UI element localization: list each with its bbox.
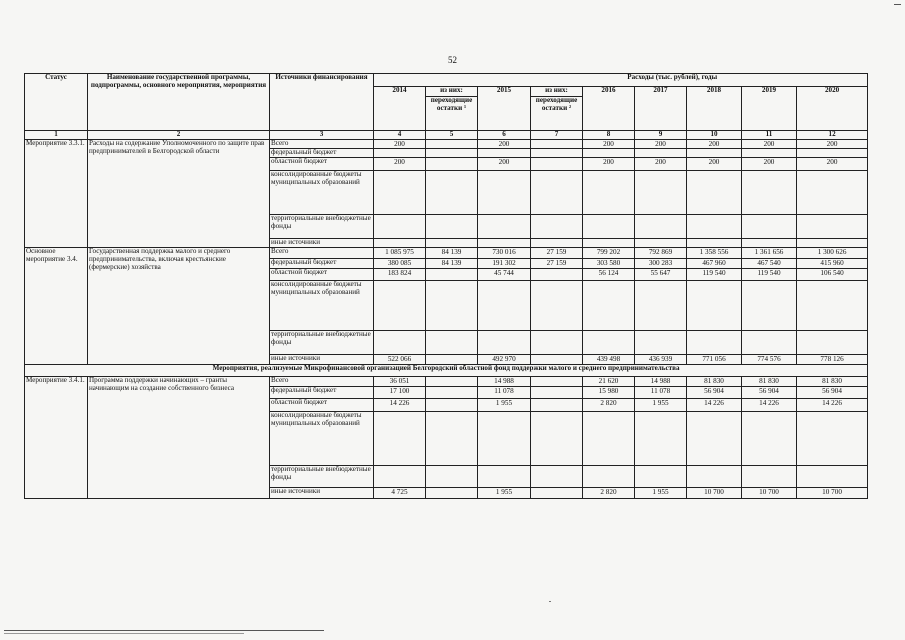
funding-source: иные источники <box>270 488 374 499</box>
section-title: Мероприятия, реализуемые Микрофинансовой организацией Белгородский областной фонд поддержки малого и среднего предпринимательства <box>25 365 868 377</box>
amount-cell <box>635 239 687 248</box>
amount-cell <box>478 466 531 488</box>
header-status: Статус <box>25 74 88 131</box>
amount-cell: 36 051 <box>374 377 426 387</box>
amount-cell <box>478 412 531 466</box>
header-year-2020: 2020 <box>797 87 868 131</box>
header-carryover-2: переходящие остатки ² <box>531 97 583 131</box>
amount-cell <box>426 239 478 248</box>
scan-edge-line <box>4 633 244 634</box>
amount-cell <box>742 281 797 331</box>
amount-cell: 200 <box>583 140 635 149</box>
amount-cell: 200 <box>742 158 797 171</box>
amount-cell <box>374 149 426 158</box>
amount-cell: 200 <box>687 140 742 149</box>
amount-cell: 10 700 <box>797 488 868 499</box>
amount-cell: 799 202 <box>583 248 635 259</box>
amount-cell: 81 830 <box>687 377 742 387</box>
header-year-2014: 2014 <box>374 87 426 131</box>
budget-block <box>25 140 868 248</box>
funding-source: областной бюджет <box>270 158 374 171</box>
amount-cell <box>531 239 583 248</box>
amount-cell: 2 820 <box>583 399 635 412</box>
amount-cell <box>797 466 868 488</box>
table-row <box>25 377 868 387</box>
amount-cell: 1 955 <box>478 399 531 412</box>
amount-cell: 467 960 <box>687 259 742 269</box>
amount-cell <box>374 281 426 331</box>
funding-source: Всего <box>270 377 374 387</box>
amount-cell <box>426 488 478 499</box>
amount-cell <box>426 387 478 399</box>
amount-cell <box>635 149 687 158</box>
header-sources: Источники финансирования <box>270 74 374 131</box>
table-header <box>25 74 868 140</box>
amount-cell: 200 <box>797 140 868 149</box>
amount-cell: 467 540 <box>742 259 797 269</box>
amount-cell <box>374 171 426 215</box>
funding-source: федеральный бюджет <box>270 387 374 399</box>
amount-cell: 56 904 <box>797 387 868 399</box>
funding-source: территориальные внебюджетные фонды <box>270 466 374 488</box>
amount-cell: 300 283 <box>635 259 687 269</box>
amount-cell <box>742 239 797 248</box>
amount-cell: 27 159 <box>531 248 583 259</box>
amount-cell: 56 904 <box>742 387 797 399</box>
table-row <box>25 140 868 149</box>
amount-cell <box>531 399 583 412</box>
page-number: 52 <box>448 55 457 65</box>
amount-cell: 1 955 <box>635 488 687 499</box>
amount-cell <box>583 239 635 248</box>
amount-cell <box>583 466 635 488</box>
amount-cell <box>531 377 583 387</box>
amount-cell: 55 647 <box>635 269 687 281</box>
amount-cell <box>531 331 583 355</box>
amount-cell: 200 <box>742 140 797 149</box>
amount-cell: 84 139 <box>426 248 478 259</box>
amount-cell: 730 016 <box>478 248 531 259</box>
amount-cell <box>374 239 426 248</box>
amount-cell: 436 939 <box>635 355 687 365</box>
amount-cell <box>583 149 635 158</box>
scan-speck <box>549 601 551 602</box>
funding-source: иные источники <box>270 239 374 248</box>
amount-cell <box>797 171 868 215</box>
amount-cell <box>374 466 426 488</box>
amount-cell: 84 139 <box>426 259 478 269</box>
amount-cell <box>635 466 687 488</box>
amount-cell <box>797 239 868 248</box>
amount-cell: 792 869 <box>635 248 687 259</box>
amount-cell: 200 <box>478 140 531 149</box>
amount-cell: 191 302 <box>478 259 531 269</box>
amount-cell: 11 078 <box>635 387 687 399</box>
amount-cell: 14 226 <box>374 399 426 412</box>
funding-source: областной бюджет <box>270 269 374 281</box>
header-year-2017: 2017 <box>635 87 687 131</box>
funding-source: иные источники <box>270 355 374 365</box>
amount-cell: 439 498 <box>583 355 635 365</box>
scan-edge-line <box>4 630 324 631</box>
amount-cell: 10 700 <box>742 488 797 499</box>
amount-cell: 200 <box>797 158 868 171</box>
amount-cell <box>531 140 583 149</box>
amount-cell <box>742 149 797 158</box>
amount-cell: 119 540 <box>687 269 742 281</box>
amount-cell <box>583 215 635 239</box>
amount-cell <box>687 331 742 355</box>
amount-cell <box>426 215 478 239</box>
amount-cell <box>742 466 797 488</box>
amount-cell: 183 824 <box>374 269 426 281</box>
amount-cell <box>687 239 742 248</box>
table-row <box>25 248 868 259</box>
amount-cell <box>426 149 478 158</box>
funding-source: Всего <box>270 140 374 149</box>
item-status: Мероприятие 3.3.1. <box>25 140 88 248</box>
amount-cell: 14 226 <box>687 399 742 412</box>
amount-cell: 771 056 <box>687 355 742 365</box>
amount-cell: 14 988 <box>635 377 687 387</box>
column-index-row: 1 2 3 4 5 6 7 8 9 10 11 12 <box>25 131 868 140</box>
amount-cell: 27 159 <box>531 259 583 269</box>
amount-cell: 492 970 <box>478 355 531 365</box>
section-heading <box>25 365 868 377</box>
amount-cell <box>583 412 635 466</box>
amount-cell: 1 358 556 <box>687 248 742 259</box>
budget-block <box>25 377 868 499</box>
amount-cell <box>742 412 797 466</box>
amount-cell <box>635 215 687 239</box>
funding-source: консолидированные бюджеты муниципальных образований <box>270 281 374 331</box>
amount-cell <box>531 387 583 399</box>
amount-cell <box>374 331 426 355</box>
amount-cell <box>531 488 583 499</box>
amount-cell <box>531 412 583 466</box>
header-of-them-2: из них: <box>531 87 583 97</box>
amount-cell: 81 830 <box>742 377 797 387</box>
amount-cell <box>635 331 687 355</box>
amount-cell <box>374 412 426 466</box>
header-year-2018: 2018 <box>687 87 742 131</box>
amount-cell <box>687 215 742 239</box>
amount-cell: 17 100 <box>374 387 426 399</box>
funding-source: Всего <box>270 248 374 259</box>
amount-cell: 200 <box>374 140 426 149</box>
amount-cell: 14 226 <box>797 399 868 412</box>
budget-block <box>25 248 868 365</box>
header-carryover-1: переходящие остатки ¹ <box>426 97 478 131</box>
amount-cell <box>687 149 742 158</box>
amount-cell: 4 725 <box>374 488 426 499</box>
amount-cell <box>742 215 797 239</box>
amount-cell <box>687 412 742 466</box>
amount-cell: 14 226 <box>742 399 797 412</box>
amount-cell <box>478 281 531 331</box>
amount-cell <box>797 215 868 239</box>
amount-cell: 1 361 656 <box>742 248 797 259</box>
funding-source: территориальные внебюджетные фонды <box>270 331 374 355</box>
header-name: Наименование государственной программы, подпрограммы, основного мероприятия, мероприятия <box>88 74 270 131</box>
amount-cell: 200 <box>478 158 531 171</box>
amount-cell: 200 <box>687 158 742 171</box>
amount-cell <box>531 281 583 331</box>
amount-cell: 11 078 <box>478 387 531 399</box>
amount-cell: 106 540 <box>797 269 868 281</box>
item-name: Программа поддержки начинающих – гранты начинающим на создание собственного бизнеса <box>88 377 270 499</box>
funding-source: областной бюджет <box>270 399 374 412</box>
amount-cell <box>426 171 478 215</box>
amount-cell: 2 820 <box>583 488 635 499</box>
budget-table <box>24 73 868 499</box>
amount-cell <box>635 412 687 466</box>
amount-cell <box>797 281 868 331</box>
amount-cell: 774 576 <box>742 355 797 365</box>
item-name: Государственная поддержка малого и среднего предпринимательства, включая крестьянские (фермерские) хозяйства <box>88 248 270 365</box>
amount-cell: 1 955 <box>635 399 687 412</box>
amount-cell <box>478 171 531 215</box>
funding-source: федеральный бюджет <box>270 149 374 158</box>
amount-cell <box>426 281 478 331</box>
funding-source: консолидированные бюджеты муниципальных образований <box>270 412 374 466</box>
item-name: Расходы на содержание Уполномоченного по защите прав предпринимателей в Белгородской области <box>88 140 270 248</box>
item-status: Основное мероприятие 3.4. <box>25 248 88 365</box>
amount-cell: 778 126 <box>797 355 868 365</box>
header-expenses: Расходы (тыс. рублей), годы <box>374 74 868 87</box>
amount-cell: 200 <box>635 158 687 171</box>
amount-cell <box>426 140 478 149</box>
amount-cell <box>426 466 478 488</box>
amount-cell <box>742 331 797 355</box>
amount-cell <box>531 269 583 281</box>
amount-cell <box>531 355 583 365</box>
amount-cell <box>583 331 635 355</box>
amount-cell: 1 085 975 <box>374 248 426 259</box>
amount-cell: 522 066 <box>374 355 426 365</box>
amount-cell: 380 085 <box>374 259 426 269</box>
amount-cell <box>583 171 635 215</box>
amount-cell <box>478 215 531 239</box>
corner-scan-mark <box>894 4 901 5</box>
amount-cell <box>797 412 868 466</box>
amount-cell <box>426 412 478 466</box>
amount-cell: 200 <box>635 140 687 149</box>
header-year-2019: 2019 <box>742 87 797 131</box>
amount-cell <box>797 149 868 158</box>
header-of-them-1: из них: <box>426 87 478 97</box>
amount-cell <box>583 281 635 331</box>
amount-cell <box>687 171 742 215</box>
amount-cell <box>687 466 742 488</box>
header-year-2016: 2016 <box>583 87 635 131</box>
amount-cell: 1 955 <box>478 488 531 499</box>
amount-cell: 81 830 <box>797 377 868 387</box>
amount-cell: 415 960 <box>797 259 868 269</box>
amount-cell <box>478 239 531 248</box>
amount-cell: 10 700 <box>687 488 742 499</box>
amount-cell <box>687 281 742 331</box>
amount-cell: 200 <box>583 158 635 171</box>
amount-cell <box>531 466 583 488</box>
amount-cell <box>426 399 478 412</box>
amount-cell <box>531 215 583 239</box>
amount-cell <box>426 377 478 387</box>
funding-source: федеральный бюджет <box>270 259 374 269</box>
amount-cell <box>426 331 478 355</box>
amount-cell: 14 988 <box>478 377 531 387</box>
amount-cell <box>531 171 583 215</box>
amount-cell <box>374 215 426 239</box>
amount-cell <box>531 158 583 171</box>
amount-cell: 56 904 <box>687 387 742 399</box>
item-status: Мероприятие 3.4.1. <box>25 377 88 499</box>
funding-source: территориальные внебюджетные фонды <box>270 215 374 239</box>
amount-cell: 21 620 <box>583 377 635 387</box>
amount-cell <box>478 331 531 355</box>
amount-cell: 303 580 <box>583 259 635 269</box>
amount-cell: 45 744 <box>478 269 531 281</box>
amount-cell <box>797 331 868 355</box>
amount-cell: 200 <box>374 158 426 171</box>
amount-cell: 1 300 626 <box>797 248 868 259</box>
amount-cell <box>426 355 478 365</box>
amount-cell <box>426 269 478 281</box>
amount-cell: 56 124 <box>583 269 635 281</box>
amount-cell: 15 980 <box>583 387 635 399</box>
amount-cell <box>531 149 583 158</box>
amount-cell: 119 540 <box>742 269 797 281</box>
amount-cell <box>426 158 478 171</box>
amount-cell <box>635 171 687 215</box>
amount-cell <box>635 281 687 331</box>
header-year-2015: 2015 <box>478 87 531 131</box>
amount-cell <box>742 171 797 215</box>
funding-source: консолидированные бюджеты муниципальных образований <box>270 171 374 215</box>
amount-cell <box>478 149 531 158</box>
